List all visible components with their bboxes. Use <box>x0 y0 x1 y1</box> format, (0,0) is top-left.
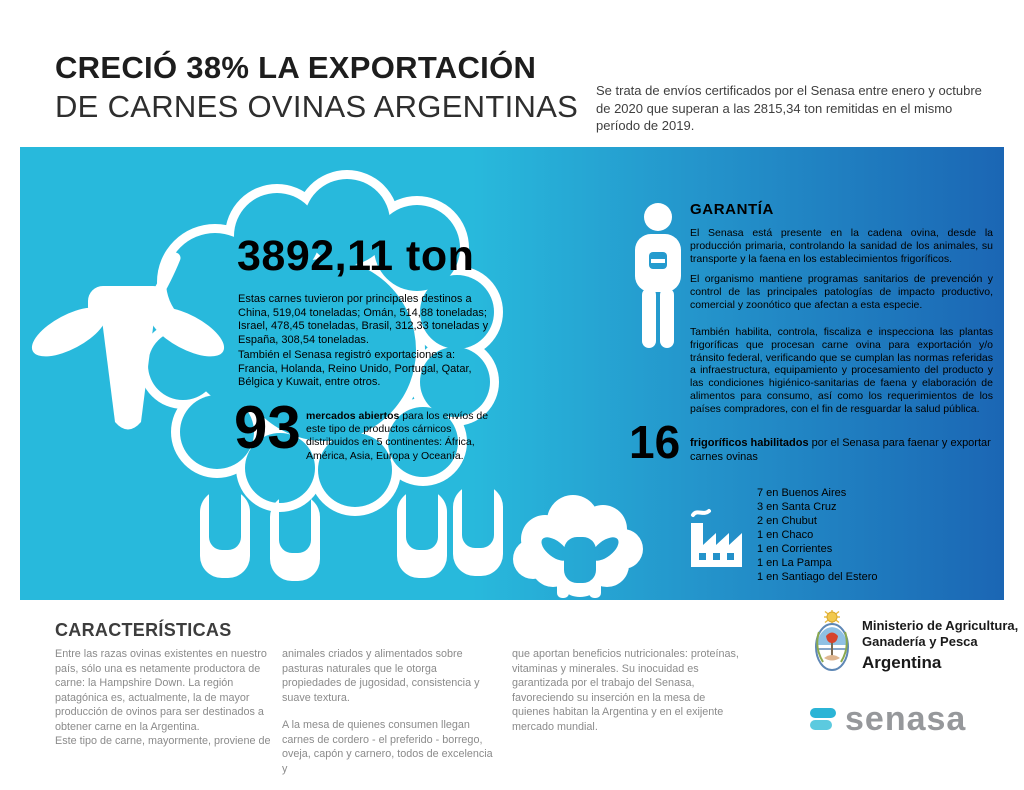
caracteristicas-column-1 <box>55 647 271 749</box>
garantia-paragraph-3: También habilita, controla, fiscaliza e inspecciona las plantas frigoríficas que procesan carne ovina para exportación y/o tránsito federal, verificando que se cumplan las normas referidas a infraestructura, equipamiento y procesamiento del producto y las condiciones higiénico-sanitarias de faena y elaboración de alimentos para consumo, así como los requerimientos de los países compradores, con el fin de resguardar la salud pública. <box>690 326 993 415</box>
senasa-wordmark: senasa <box>845 700 967 738</box>
frigorificos-text <box>690 437 992 465</box>
location-item: 2 en Chubut <box>757 515 817 528</box>
garantia-paragraph-2: El organismo mantiene programas sanitarios de prevención y control de las principales patologías de impacto productivo, comercial y zoonótico que afectan a esta especie. <box>690 273 993 311</box>
col2-paragraph-1: animales criados y alimentados sobre pasturas naturales que le otorga propiedades de jugosidad, consistencia y suave textura. <box>282 648 480 704</box>
factory-icon <box>685 507 747 571</box>
page-title-line2: DE CARNES OVINAS ARGENTINAS <box>55 89 579 125</box>
garantia-title: GARANTÍA <box>690 201 774 218</box>
frigorificos-bold: frigoríficos habilitados <box>690 437 809 449</box>
col2-paragraph-2: A la mesa de quienes consumen llegan carnes de cordero - el preferido - borrego, oveja, capón y carnero, todos de excelencia y <box>282 719 493 775</box>
col3-paragraph: que aportan beneficios nutricionales: proteínas, vitaminas y minerales. Su inocuidad es garantizada por el trabajo del Senasa, favoreciendo su inserción en la mesa de quienes habitan la Argentina y en el exijente mercado mundial. <box>512 648 739 733</box>
caracteristicas-column-3 <box>512 647 740 747</box>
caracteristicas-title: CARACTERÍSTICAS <box>55 620 232 640</box>
senasa-logo-icon <box>810 708 836 730</box>
sun-icon <box>824 610 840 624</box>
caracteristicas-column-2 <box>282 647 494 790</box>
col1-paragraph-1: Entre las razas ovinas existentes en nuestro país, sólo una es netamente productora de carne: la Hampshire Down. La región patagónica es, actualmente, la de mayor producción de ovinos para ser destinados a obtener carne en la Argentina. <box>55 648 267 733</box>
location-item: 1 en La Pampa <box>757 557 832 570</box>
markets-text <box>306 410 498 463</box>
garantia-paragraph-1: El Senasa está presente en la cadena ovina, desde la producción primaria, controlando la sanidad de los animales, su transporte y la faena en los establecimientos frigoríficos. <box>690 227 993 265</box>
markets-number: 93 <box>234 394 301 461</box>
small-sheep-icon <box>505 487 655 600</box>
destinations-text: Estas carnes tuvieron por principales destinos a China, 519,04 toneladas; Omán, 514,88 toneladas; Israel, 478,45 toneladas, Brasil, 312,33 toneladas y España, 308,54 toneladas. <box>238 293 489 346</box>
ministry-line-2: Ganadería y Pesca <box>862 633 978 649</box>
frigorificos-rest: por el Senasa para faenar y exportar carnes ovinas <box>690 437 991 463</box>
other-exports-text: También el Senasa registró exportaciones a: Francia, Holanda, Reino Unido, Portugal, Qatar, Bélgica y Kuwait, entre otros. <box>238 349 472 389</box>
ministry-line-3: Argentina <box>862 652 942 672</box>
location-item: 7 en Buenos Aires <box>757 487 847 499</box>
page-title <box>55 48 578 126</box>
tonnage-figure: 3892,11 ton <box>237 232 475 280</box>
col1-paragraph-2: Este tipo de carne, mayormente, proviene de <box>55 735 271 748</box>
location-item: 1 en Chaco <box>757 529 814 542</box>
frigorificos-number: 16 <box>629 416 681 468</box>
markets-rest: para los envíos de este tipo de productos cárnicos distribuidos en 5 continentes: África, América, Asia, Europa y Oceanía. <box>306 410 489 462</box>
location-item: 1 en Corrientes <box>757 543 833 556</box>
intro-paragraph: Se trata de envíos certificados por el Senasa entre enero y octubre de 2020 que superan a las 2815,34 ton remitidas en el mismo período de 2019. <box>596 83 982 134</box>
location-item: 3 en Santa Cruz <box>757 501 837 514</box>
page-title-line1: CRECIÓ 38% LA EXPORTACIÓN <box>55 50 537 85</box>
inspector-person-icon <box>628 202 688 354</box>
location-item: 1 en Santiago del Estero <box>757 571 878 584</box>
ministry-line-1: Ministerio de Agricultura, <box>862 618 1019 633</box>
factory-smoke-icon <box>693 511 709 515</box>
ministry-logo-text <box>862 618 1018 673</box>
argentina-coat-of-arms-icon <box>810 610 854 674</box>
markets-bold: mercados abiertos <box>306 410 400 422</box>
senasa-logo <box>810 702 966 736</box>
frigorificos-locations-list <box>757 486 877 585</box>
